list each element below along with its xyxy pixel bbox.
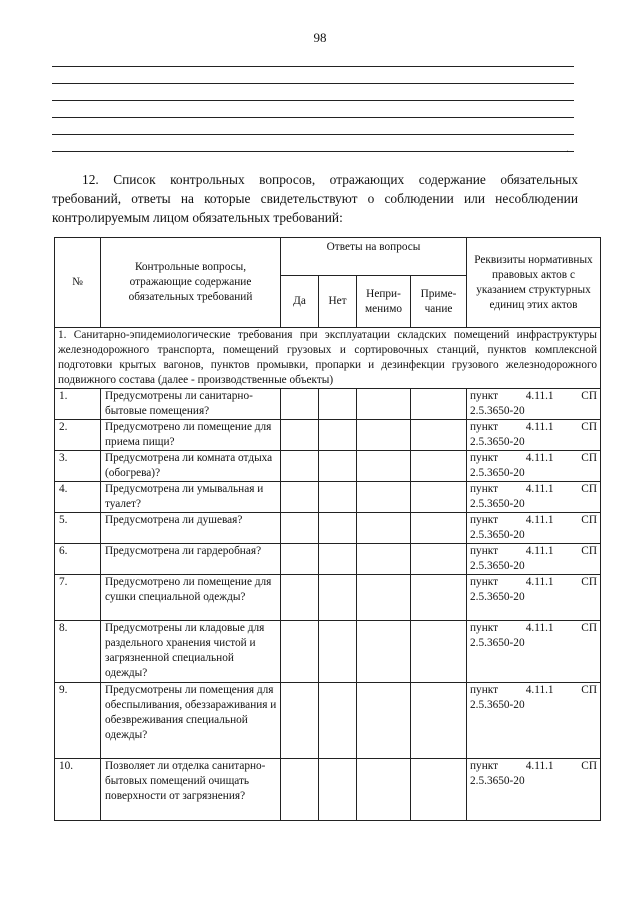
ref-clause: 4.11.1 [525, 390, 554, 402]
row-reference [467, 575, 601, 621]
ref-act-number: 2.5.3650-20 [470, 436, 525, 448]
ref-act-number: 2.5.3650-20 [470, 467, 525, 479]
ref-act-type: СП [581, 483, 597, 495]
answer-no-cell[interactable] [319, 621, 357, 683]
blank-line [52, 66, 574, 67]
ref-act-type: СП [581, 760, 597, 772]
answer-no-cell[interactable] [319, 420, 357, 451]
ref-clause: 4.11.1 [525, 545, 554, 557]
answer-note-cell[interactable] [411, 389, 467, 420]
ref-clause: 4.11.1 [525, 483, 554, 495]
ref-word: пункт [470, 622, 499, 634]
row-number: 7. [55, 575, 101, 621]
ref-clause: 4.11.1 [525, 622, 554, 634]
row-question: Предусмотрена ли умывальная и туалет? [101, 482, 281, 513]
row-reference [467, 420, 601, 451]
blank-line [52, 100, 574, 101]
blank-line [52, 117, 574, 118]
blank-line [52, 83, 574, 84]
row-number: 10. [55, 759, 101, 821]
table-row [55, 683, 601, 759]
header-note: Приме-чание [411, 276, 467, 328]
ref-act-number: 2.5.3650-20 [470, 591, 525, 603]
answer-not-applicable-cell[interactable] [357, 759, 411, 821]
section-title: 1. Санитарно-эпидемиологические требования при эксплуатации складских помещений инфраструктуры железнодорожного транспорта, помещений грузовых и сортировочных станций, пунктов комплексной подготовки крытых вагонов, пунктов промывки, пропарки и дезинфекции грузового железнодорожного подвижного состава (далее - производственные объекты) [55, 328, 601, 389]
row-question: Предусмотрены ли помещения для обеспыливания, обеззараживания и обезвреживания специальной одежды? [101, 683, 281, 759]
row-reference [467, 482, 601, 513]
ref-clause: 4.11.1 [525, 452, 554, 464]
row-reference [467, 759, 601, 821]
row-question: Предусмотрены ли санитарно-бытовые помещения? [101, 389, 281, 420]
answer-yes-cell[interactable] [281, 420, 319, 451]
answer-yes-cell[interactable] [281, 451, 319, 482]
answer-no-cell[interactable] [319, 575, 357, 621]
ref-act-type: СП [581, 684, 597, 696]
header-references: Реквизиты нормативных правовых актов с указанием структурных единиц этих актов [467, 238, 601, 328]
row-reference [467, 451, 601, 482]
answer-yes-cell[interactable] [281, 683, 319, 759]
table-row [55, 513, 601, 544]
row-question: Предусмотрена ли комната отдыха (обогрева)? [101, 451, 281, 482]
table-row [55, 482, 601, 513]
ref-word: пункт [470, 452, 499, 464]
answer-note-cell[interactable] [411, 451, 467, 482]
row-reference [467, 389, 601, 420]
answer-note-cell[interactable] [411, 420, 467, 451]
table-row [55, 759, 601, 821]
answer-yes-cell[interactable] [281, 482, 319, 513]
ref-word: пункт [470, 545, 499, 557]
answer-no-cell[interactable] [319, 759, 357, 821]
row-reference [467, 513, 601, 544]
answer-no-cell[interactable] [319, 683, 357, 759]
answer-yes-cell[interactable] [281, 759, 319, 821]
answer-note-cell[interactable] [411, 621, 467, 683]
ref-act-number: 2.5.3650-20 [470, 699, 525, 711]
ref-word: пункт [470, 514, 499, 526]
table-row [55, 544, 601, 575]
blank-line [52, 151, 574, 152]
answer-note-cell[interactable] [411, 683, 467, 759]
row-question: Предусмотрена ли гардеробная? [101, 544, 281, 575]
answer-note-cell[interactable] [411, 544, 467, 575]
header-number: № [55, 238, 101, 328]
answer-no-cell[interactable] [319, 389, 357, 420]
blank-line [52, 134, 574, 135]
answer-yes-cell[interactable] [281, 575, 319, 621]
answer-note-cell[interactable] [411, 482, 467, 513]
row-question: Предусмотрено ли помещение для сушки специальной одежды? [101, 575, 281, 621]
answer-yes-cell[interactable] [281, 389, 319, 420]
answer-not-applicable-cell[interactable] [357, 482, 411, 513]
ref-act-type: СП [581, 545, 597, 557]
ref-act-type: СП [581, 390, 597, 402]
ref-clause: 4.11.1 [525, 684, 554, 696]
ref-word: пункт [470, 421, 499, 433]
answer-yes-cell[interactable] [281, 544, 319, 575]
answer-not-applicable-cell[interactable] [357, 575, 411, 621]
answer-not-applicable-cell[interactable] [357, 621, 411, 683]
answer-note-cell[interactable] [411, 759, 467, 821]
row-question: Позволяет ли отделка санитарно-бытовых помещений очищать поверхности от загрязнения? [101, 759, 281, 821]
ref-word: пункт [470, 576, 499, 588]
row-reference [467, 683, 601, 759]
ref-word: пункт [470, 483, 499, 495]
ref-act-number: 2.5.3650-20 [470, 775, 525, 787]
ref-act-type: СП [581, 452, 597, 464]
answer-not-applicable-cell[interactable] [357, 544, 411, 575]
header-not-applicable: Непри-менимо [357, 276, 411, 328]
answer-not-applicable-cell[interactable] [357, 451, 411, 482]
header-answers: Ответы на вопросы [281, 238, 467, 276]
table-row [55, 621, 601, 683]
answer-no-cell[interactable] [319, 482, 357, 513]
answer-no-cell[interactable] [319, 513, 357, 544]
ref-clause: 4.11.1 [525, 514, 554, 526]
header-yes: Да [281, 276, 319, 328]
ref-act-type: СП [581, 421, 597, 433]
header-no: Нет [319, 276, 357, 328]
ref-word: пункт [470, 760, 499, 772]
intro-paragraph: 12. Список контрольных вопросов, отражающих содержание обязательных требований, ответы на которые свидетельствуют о соблюдении или несоблюдении контролируемым лицом обязательных требований: [52, 172, 578, 225]
ref-act-number: 2.5.3650-20 [470, 405, 525, 417]
row-number: 3. [55, 451, 101, 482]
answer-no-cell[interactable] [319, 544, 357, 575]
answer-not-applicable-cell[interactable] [357, 420, 411, 451]
answer-note-cell[interactable] [411, 575, 467, 621]
row-question: Предусмотрены ли кладовые для раздельного хранения чистой и загрязненной специальной одежды? [101, 621, 281, 683]
checklist-table [54, 237, 601, 821]
ref-act-number: 2.5.3650-20 [470, 637, 525, 649]
header-question: Контрольные вопросы, отражающие содержание обязательных требований [101, 238, 281, 328]
table-row [55, 575, 601, 621]
table-row [55, 389, 601, 420]
row-question: Предусмотрено ли помещение для приема пищи? [101, 420, 281, 451]
ref-act-number: 2.5.3650-20 [470, 560, 525, 572]
page-number: 98 [313, 30, 327, 45]
answer-no-cell[interactable] [319, 451, 357, 482]
answer-not-applicable-cell[interactable] [357, 389, 411, 420]
ref-clause: 4.11.1 [525, 760, 554, 772]
answer-not-applicable-cell[interactable] [357, 513, 411, 544]
ref-clause: 4.11.1 [525, 421, 554, 433]
row-reference [467, 544, 601, 575]
answer-not-applicable-cell[interactable] [357, 683, 411, 759]
row-number: 8. [55, 621, 101, 683]
ref-act-type: СП [581, 622, 597, 634]
row-question: Предусмотрена ли душевая? [101, 513, 281, 544]
ref-word: пункт [470, 390, 499, 402]
ref-act-number: 2.5.3650-20 [470, 529, 525, 541]
answer-note-cell[interactable] [411, 513, 467, 544]
row-number: 1. [55, 389, 101, 420]
blank-lines-terminator: . [566, 141, 569, 155]
ref-act-type: СП [581, 576, 597, 588]
row-number: 6. [55, 544, 101, 575]
row-number: 9. [55, 683, 101, 759]
ref-clause: 4.11.1 [525, 576, 554, 588]
table-row [55, 420, 601, 451]
row-reference [467, 621, 601, 683]
row-number: 2. [55, 420, 101, 451]
row-number: 4. [55, 482, 101, 513]
answer-yes-cell[interactable] [281, 513, 319, 544]
answer-yes-cell[interactable] [281, 621, 319, 683]
ref-act-type: СП [581, 514, 597, 526]
ref-word: пункт [470, 684, 499, 696]
row-number: 5. [55, 513, 101, 544]
ref-act-number: 2.5.3650-20 [470, 498, 525, 510]
table-row [55, 451, 601, 482]
